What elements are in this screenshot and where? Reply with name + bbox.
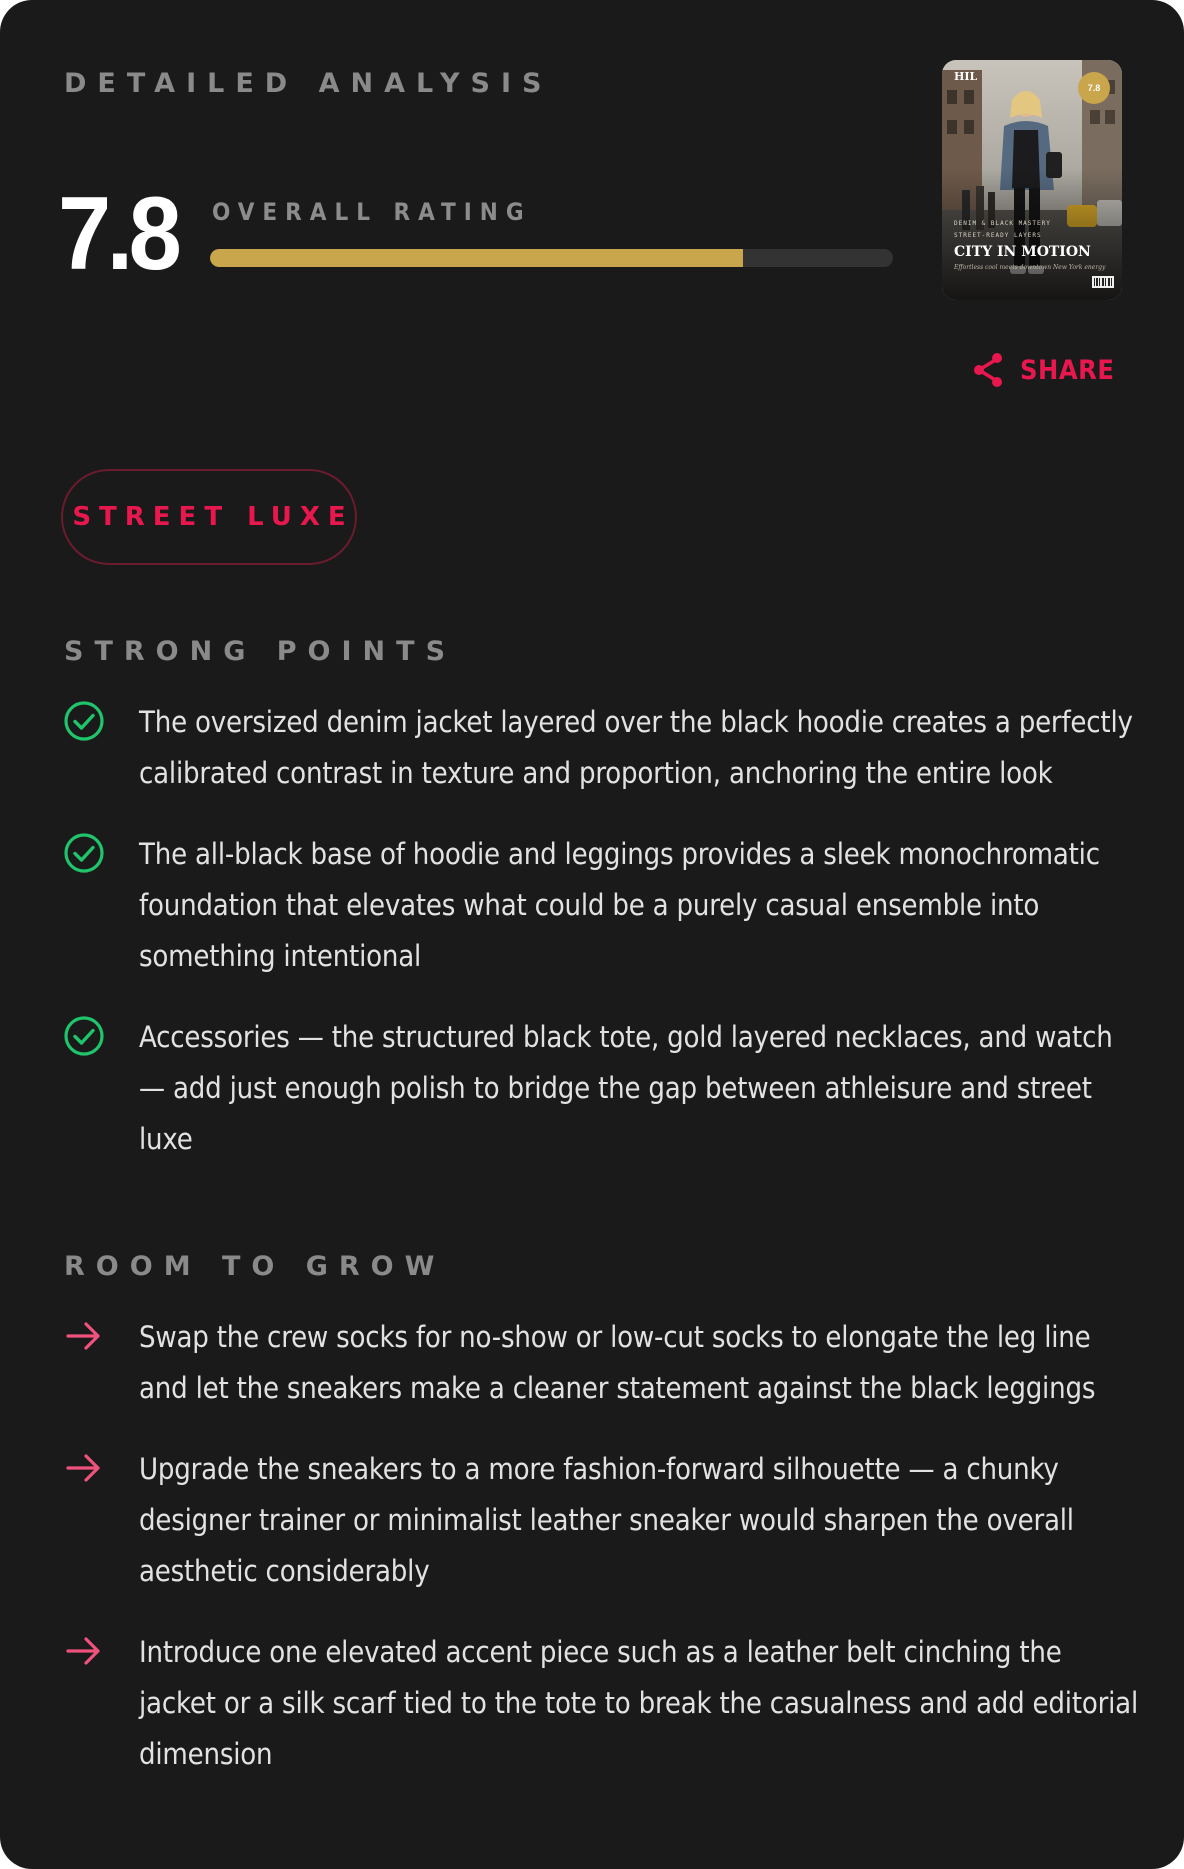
share-button[interactable] [968,350,1114,390]
overall-rating-label: OVERALL RATING [212,198,532,226]
improvement-text: Swap the crew socks for no-show or low-cut socks to elongate the leg line and let the sneakers make a cleaner statement against the black leggings [139,1320,1096,1405]
strong-point-text: The all-black base of hoodie and leggings provides a sleek monochromatic foundation that elevates what could be a purely casual ensemble into something intentional [139,837,1100,973]
strong-point-text: Accessories — the structured black tote, gold layered necklaces, and watch — add just enough polish to bridge the gap between athleisure and street luxe [139,1020,1113,1156]
check-circle-icon [64,1016,104,1056]
magazine-logo: HIL [954,70,978,83]
section-title-room-to-grow: ROOM TO GROW [64,1251,446,1282]
magazine-kicker: DENIM & BLACK MASTERY [954,220,1051,227]
overall-score: 7.8 [58,176,178,292]
magazine-kicker-secondary: STREET-READY LAYERS [954,232,1042,239]
section-title-strong-points: STRONG POINTS [64,636,457,667]
arrow-right-icon [64,1316,104,1356]
rating-progress-fill [210,249,743,267]
arrow-right-icon [64,1448,104,1488]
section-title-detailed-analysis: DETAILED ANALYSIS [64,68,553,99]
improvement-text: Introduce one elevated accent piece such as a leather belt cinching the jacket or a silk scarf tied to the tote to break the casualness and add editorial dimension [139,1635,1139,1771]
arrow-right-icon [64,1631,104,1671]
improvement-text: Upgrade the sneakers to a more fashion-forward silhouette — a chunky designer trainer or minimalist leather sneaker would sharpen the overall aesthetic considerably [139,1452,1074,1588]
style-tag: STREET LUXE [61,469,357,565]
check-circle-icon [64,833,104,873]
share-icon [968,350,1008,390]
magazine-subtitle: Effortless cool meets downtown New York energy [954,264,1106,271]
check-circle-icon [64,701,104,741]
magazine-title: CITY IN MOTION [954,244,1091,260]
rating-progress-bar [210,249,893,267]
strong-point-text: The oversized denim jacket layered over the black hoodie creates a perfectly calibrated contrast in texture and proportion, anchoring the entire look [139,705,1133,790]
share-label: SHARE [1020,354,1115,386]
outfit-thumbnail[interactable] [942,60,1122,300]
thumbnail-score-badge: 7.8 [1078,72,1110,104]
